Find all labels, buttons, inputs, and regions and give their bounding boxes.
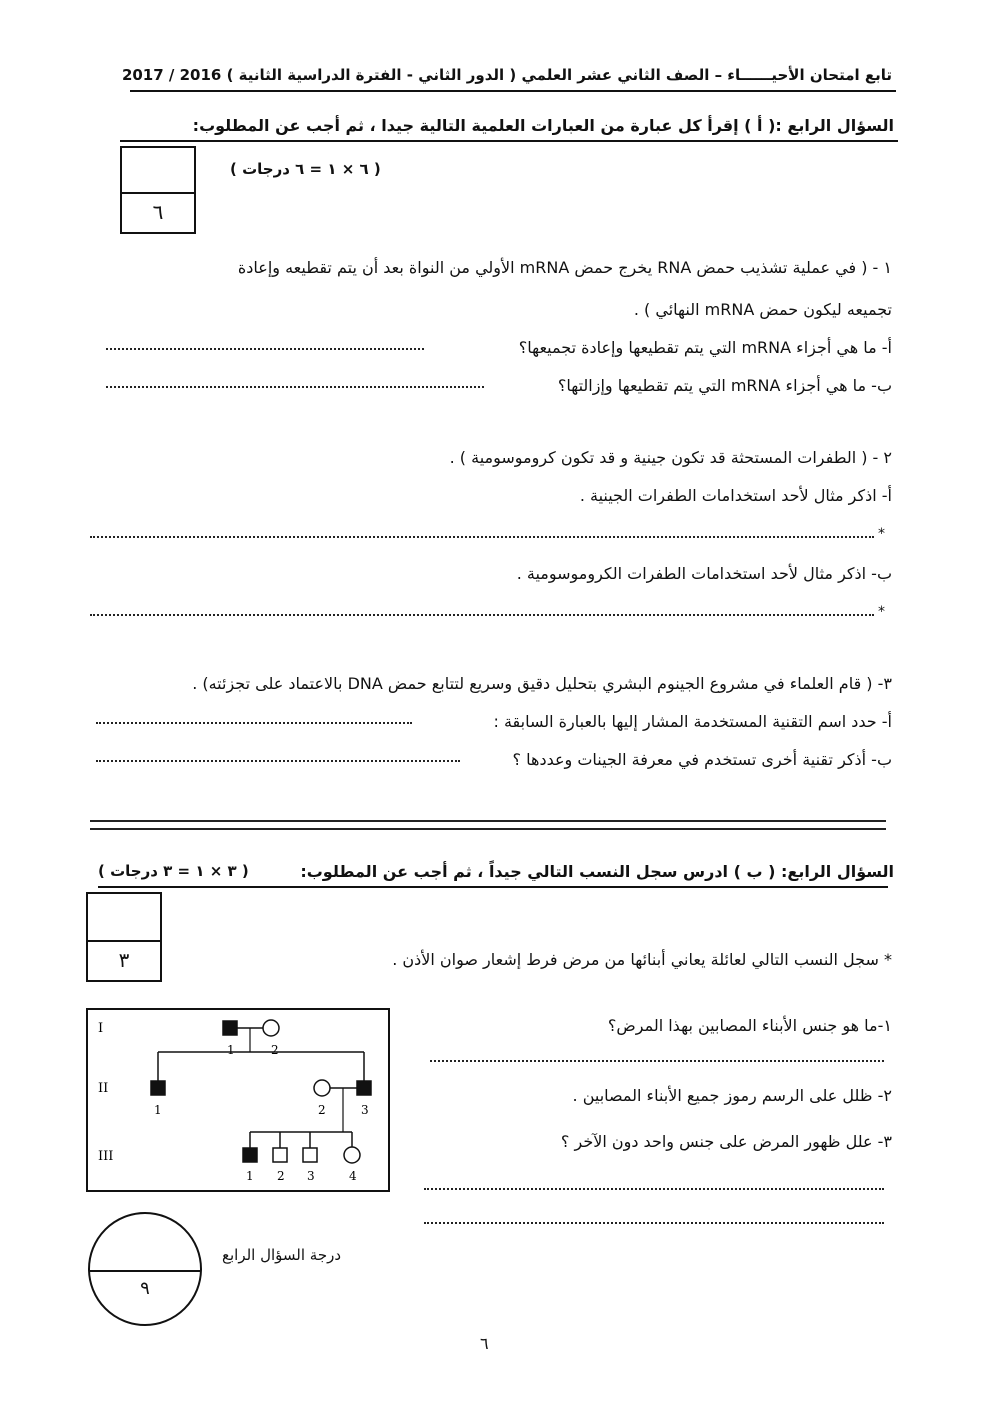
gen1-male-1-affected <box>223 1021 237 1035</box>
part-a-title-rule <box>120 140 898 142</box>
q2-a-answer-line[interactable] <box>90 536 874 538</box>
part-b-title: السؤال الرابع: ( ب ) ادرس سجل النسب التالي جيداً ، ثم أجب عن المطلوب: <box>300 862 894 881</box>
gen2-num-2: 2 <box>318 1103 326 1117</box>
gen2-num-3: 3 <box>361 1103 369 1117</box>
gen1-num-1: 1 <box>227 1043 235 1057</box>
q2-b: ب- اذكر مثال لأحد استخدامات الطفرات الكروموسومية . <box>516 564 892 583</box>
part-b-q3: ٣- علل ظهور المرض على جنس واحد دون الآخر ؟ <box>560 1132 892 1151</box>
q2-a: أ- اذكر مثال لأحد استخدامات الطفرات الجينية . <box>579 486 892 505</box>
part-a-marks: ( ٦ × ١ = ٦ درجات ) <box>230 160 381 178</box>
gen3-num-2: 2 <box>277 1169 285 1183</box>
q1-line2: تجميعه ليكون حمض mRNA النهائي ) . <box>633 300 892 319</box>
gen3-num-4: 4 <box>349 1169 357 1183</box>
q3-b-answer-line[interactable] <box>96 760 460 762</box>
part-b-q2: ٢- ظلل على الرسم رموز جميع الأبناء المصابين . <box>572 1086 892 1105</box>
pedigree-svg <box>88 1010 388 1190</box>
q1-a: أ- ما هي أجزاء mRNA التي يتم تقطيعها وإعادة تجميعها؟ <box>518 338 892 357</box>
part-b-score-box <box>86 892 162 982</box>
pedigree-chart <box>86 1008 390 1192</box>
gen3-male-1-affected <box>243 1148 257 1162</box>
gen1-female-2 <box>263 1020 279 1036</box>
q1-a-answer-line[interactable] <box>106 348 424 350</box>
page-number: ٦ <box>480 1334 489 1353</box>
gen2-male-1-affected <box>151 1081 165 1095</box>
gen3-num-1: 1 <box>246 1169 254 1183</box>
part-b-q1-answer-line[interactable] <box>430 1060 884 1062</box>
gen-label-III: III <box>98 1149 114 1164</box>
total-score-circle <box>88 1212 202 1326</box>
gen2-male-3-affected <box>357 1081 371 1095</box>
part-b-q3-answer-line-1[interactable] <box>424 1188 884 1190</box>
q3-line1: ٣- ( قام العلماء في مشروع الجينوم البشري بتحليل دقيق وسريع لتتابع حمض DNA بالاعتماد على تجزئته) . <box>192 674 892 693</box>
part-a-score-box <box>120 146 196 234</box>
part-b-q3-answer-line-2[interactable] <box>424 1222 884 1224</box>
part-b-marks: ( ٣ × ١ = ٣ درجات ) <box>98 862 249 880</box>
q2-b-answer-line[interactable] <box>90 614 874 616</box>
total-score-value: ٩ <box>140 1278 150 1299</box>
gen-label-II: II <box>98 1081 109 1096</box>
gen3-female-4 <box>344 1147 360 1163</box>
q3-b: ب- أذكر تقنية أخرى تستخدم في معرفة الجينات وعددها ؟ <box>512 750 892 769</box>
q3-a: أ- حدد اسم التقنية المستخدمة المشار إليها بالعبارة السابقة : <box>493 712 892 731</box>
exam-header: تابع امتحان الأحيــــــاء – الصف الثاني عشر العلمي ( الدور الثاني - الفترة الدراسية الثانية ) 2016 / 2017 <box>121 66 892 84</box>
header-rule <box>130 90 896 92</box>
q2-a-star: * <box>878 526 885 542</box>
part-b-title-rule <box>98 886 888 888</box>
q1-b: ب- ما هي أجزاء mRNA التي يتم تقطيعها وإزالتها؟ <box>557 376 892 395</box>
total-score-label: درجة السؤال الرابع <box>222 1246 342 1264</box>
part-b-q1: ١-ما هو جنس الأبناء المصابين بهذا المرض؟ <box>607 1016 892 1035</box>
part-a-score: ٦ <box>152 200 164 224</box>
q1-line1: ١ - ( في عملية تشذيب حمض RNA يخرج حمض mRNA الأولي من النواة بعد أن يتم تقطيعه وإعادة <box>237 258 892 277</box>
part-b-score: ٣ <box>118 948 130 972</box>
q2-b-star: * <box>878 604 885 620</box>
gen3-num-3: 3 <box>307 1169 315 1183</box>
q1-b-answer-line[interactable] <box>106 386 484 388</box>
section-separator <box>90 820 886 830</box>
gen2-female-2 <box>314 1080 330 1096</box>
gen1-num-2: 2 <box>271 1043 279 1057</box>
gen3-male-2 <box>273 1148 287 1162</box>
gen3-male-3 <box>303 1148 317 1162</box>
gen2-num-1: 1 <box>154 1103 162 1117</box>
part-b-intro: * سجل النسب التالي لعائلة يعاني أبنائها من مرض فرط إشعار صوان الأذن . <box>392 950 892 969</box>
q3-a-answer-line[interactable] <box>96 722 412 724</box>
gen-label-I: I <box>98 1021 104 1036</box>
q2-line1: ٢ - ( الطفرات المستحثة قد تكون جينية و قد تكون كروموسومية ) . <box>449 448 892 467</box>
part-a-title: السؤال الرابع :( أ ) إقرأ كل عبارة من العبارات العلمية التالية جيدا ، ثم أجب عن المطلوب: <box>192 116 894 135</box>
